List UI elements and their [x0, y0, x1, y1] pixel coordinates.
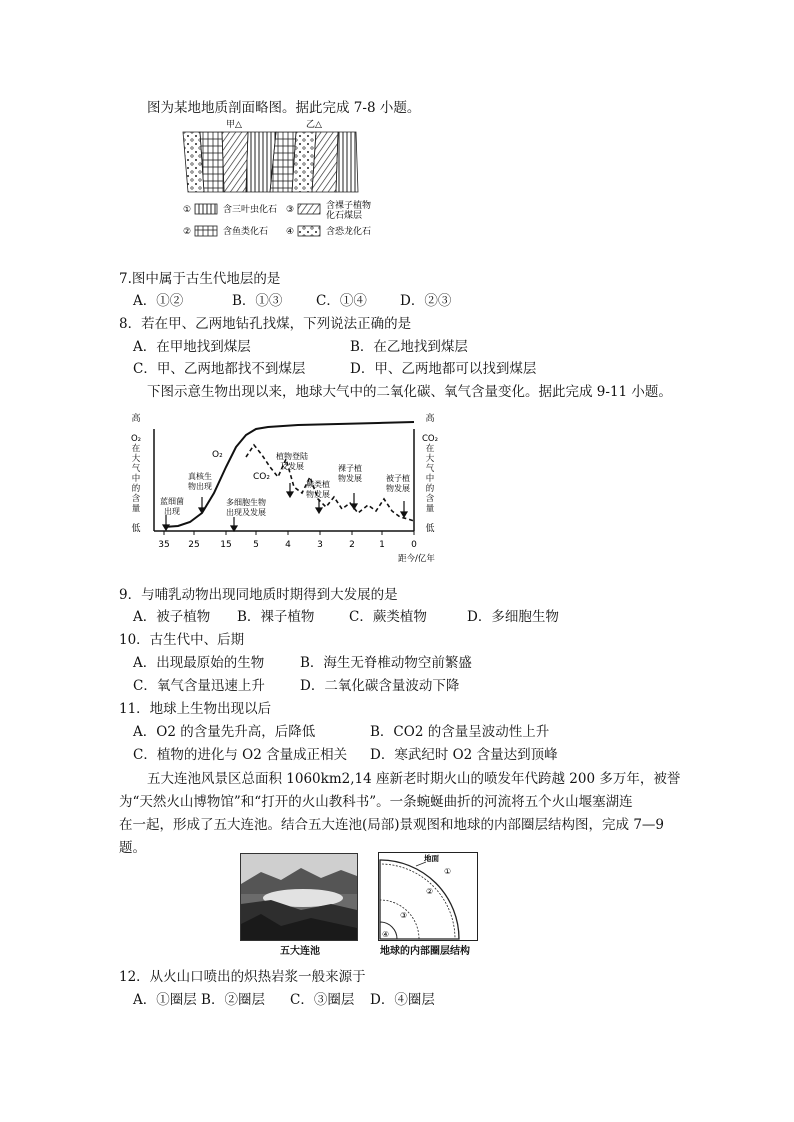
left-axis-title-char: 量 [131, 504, 141, 514]
q11-option-c[interactable]: C．植物的进化与 O2 含量成正相关 [133, 747, 348, 763]
svg-text:含三叶虫化石: 含三叶虫化石 [223, 205, 278, 215]
intro-text-3-line-2: 为“天然火山博物馆”和“打开的火山教科书”。一条蜿蜒曲折的河流将五个火山堰塞湖连 [119, 794, 633, 810]
chart-annotation-text: 蓝细菌 [160, 497, 184, 506]
wudalianchi-photo [240, 853, 358, 941]
right-axis-title-char: 中 [425, 474, 435, 484]
question-9-stem: 9．与哺乳动物出现同地质时期得到大发展的是 [119, 587, 398, 603]
right-axis-title-char: 大 [425, 454, 435, 464]
intro-text-3-line-4: 题。 [119, 840, 146, 856]
chart-annotation-text: 植物登陆 [276, 452, 308, 461]
q9-option-b[interactable]: B．裸子植物 [237, 609, 315, 625]
x-tick-label: 25 [188, 540, 200, 550]
intro-text-3-line-3: 在一起，形成了五大连池。结合五大连池(局部)景观图和地球的内部圈层结构图，完成 7—9 [119, 817, 665, 833]
chart-annotation-text: 物发展 [338, 474, 362, 483]
right-axis-title-char: 量 [425, 504, 435, 514]
intro-text-3-line-1: 五大连池风景区总面积 1060km2,14 座新老时期火山的喷发年代跨越 200 多万年，被誉 [147, 771, 681, 787]
svg-text:②: ② [183, 227, 192, 237]
q10-option-c[interactable]: C．氧气含量迅速上升 [133, 678, 265, 694]
q11-option-b[interactable]: B．CO2 的含量呈波动性上升 [370, 724, 550, 740]
q8-option-d[interactable]: D．甲、乙两地都可以找到煤层 [350, 361, 537, 377]
q8-option-c[interactable]: C．甲、乙两地都找不到煤层 [133, 361, 306, 377]
chart-annotation-text: 蕨类植 [306, 480, 330, 489]
chart-annotation-text: 多细胞生物 [226, 498, 266, 507]
figure-legend [183, 199, 371, 237]
right-axis-labels [422, 412, 438, 534]
q9-option-c[interactable]: C．蕨类植物 [349, 609, 427, 625]
chart-annotation-text: 出现及发展 [226, 508, 266, 517]
q7-option-d[interactable]: D．②③ [400, 293, 452, 309]
x-tick-label: 35 [158, 540, 170, 550]
question-10-stem: 10．古生代中、后期 [119, 632, 245, 648]
right-axis-top-label: 高 [425, 414, 435, 424]
atmosphere-gas-chart [118, 407, 448, 567]
svg-text:③: ③ [286, 205, 295, 215]
q9-option-d[interactable]: D．多细胞生物 [467, 609, 559, 625]
chart-annotation-text: 及发展 [280, 462, 304, 471]
surface-label: 地面 [424, 854, 439, 863]
right-axis-bottom-label: 低 [425, 524, 435, 534]
x-tick-label: 5 [253, 540, 259, 550]
q7-option-a[interactable]: A．①② [133, 293, 184, 309]
left-axis-title-char: 的 [131, 484, 141, 494]
chart-annotation-text: 物发展 [306, 490, 330, 499]
left-axis-title-char: 含 [131, 494, 141, 504]
right-axis-title-char: 的 [425, 484, 435, 494]
chart-annotation-text: 出现 [164, 507, 180, 516]
intro-text-1: 图为某地地质剖面略图。据此完成 7-8 小题。 [147, 100, 421, 116]
photo-caption: 五大连池 [280, 946, 320, 957]
geologic-section-figure [178, 118, 428, 248]
x-tick-label: 0 [411, 540, 417, 550]
left-axis-top-label: 高 [131, 414, 141, 424]
question-11-stem: 11．地球上生物出现以后 [119, 701, 272, 717]
svg-text:含恐龙化石: 含恐龙化石 [326, 227, 372, 237]
question-12-stem: 12．从火山口喷出的炽热岩浆一般来源于 [119, 969, 366, 985]
label-jia: 甲△ [226, 120, 242, 130]
left-axis-title-char: O₂ [130, 434, 142, 444]
q8-option-a[interactable]: A．在甲地找到煤层 [133, 339, 251, 355]
q10-option-b[interactable]: B．海生无脊椎动物空前繁盛 [300, 655, 472, 671]
x-axis-label: 距今/亿年 [398, 554, 435, 564]
q11-option-d[interactable]: D．寒武纪时 O2 含量达到顶峰 [370, 747, 558, 763]
earth-interior-diagram [378, 852, 478, 942]
layer-label-3: ③ [400, 911, 408, 920]
svg-text:含裸子植物: 含裸子植物 [326, 201, 372, 211]
x-ticks [158, 531, 417, 550]
left-axis-title-char: 中 [131, 474, 141, 484]
diagram-caption: 地球的内部圈层结构 [380, 946, 470, 957]
svg-text:④: ④ [286, 227, 295, 237]
left-axis-title-char: 在 [131, 444, 141, 454]
x-tick-label: 2 [349, 540, 355, 550]
svg-text:化石煤层: 化石煤层 [326, 211, 363, 221]
q12-option-d[interactable]: D．④圈层 [370, 992, 435, 1008]
q10-option-a[interactable]: A．出现最原始的生物 [133, 655, 265, 671]
q12-option-c[interactable]: C．③圈层 [290, 992, 355, 1008]
x-tick-label: 4 [285, 540, 291, 550]
o2-series-label: O₂ [212, 450, 223, 460]
layer-label-2: ② [426, 887, 434, 896]
q12-option-ab[interactable]: A．①圈层 B．②圈层 [133, 992, 265, 1008]
chart-annotation-text: 被子植 [386, 474, 410, 483]
x-tick-label: 1 [379, 540, 385, 550]
intro-text-2: 下图示意生物出现以来，地球大气中的二氧化碳、氧气含量变化。据此完成 9-11 小题。 [147, 384, 672, 400]
layer-label-1: ① [444, 867, 452, 876]
q7-option-c[interactable]: C．①④ [316, 293, 367, 309]
right-axis-title-char: CO₂ [421, 434, 439, 444]
q8-option-b[interactable]: B．在乙地找到煤层 [350, 339, 468, 355]
chart-annotation-text: 物发展 [386, 484, 410, 493]
chart-annotation-text: 物出现 [188, 482, 212, 491]
left-axis-bottom-label: 低 [131, 524, 141, 534]
co2-curve [246, 445, 414, 521]
x-tick-label: 3 [317, 540, 323, 550]
svg-text:①: ① [183, 205, 192, 215]
q9-option-a[interactable]: A．被子植物 [133, 609, 211, 625]
q11-option-a[interactable]: A．O2 的含量先升高，后降低 [133, 724, 316, 740]
question-8-stem: 8．若在甲、乙两地钻孔找煤，下列说法正确的是 [119, 316, 412, 332]
left-axis-title-char: 大 [131, 454, 141, 464]
left-axis-title-char: 气 [131, 464, 141, 474]
svg-text:含鱼类化石: 含鱼类化石 [223, 227, 269, 237]
right-axis-title-char: 在 [425, 444, 435, 454]
label-yi: 乙△ [306, 120, 322, 130]
right-axis-title-char: 气 [425, 464, 435, 474]
right-axis-title-char: 含 [425, 494, 435, 504]
x-tick-label: 15 [220, 540, 232, 550]
q10-option-d[interactable]: D．二氧化碳含量波动下降 [300, 678, 460, 694]
left-axis-labels [131, 412, 141, 534]
question-7-stem: 7.图中属于古生代地层的是 [119, 271, 281, 287]
q7-option-b[interactable]: B．①③ [232, 293, 283, 309]
chart-annotations [160, 451, 410, 517]
co2-series-label: CO₂ [253, 472, 270, 482]
chart-annotation-text: 真核生 [188, 472, 212, 481]
chart-annotation-text: 裸子植 [338, 464, 362, 473]
layer-label-4: ④ [382, 930, 390, 939]
